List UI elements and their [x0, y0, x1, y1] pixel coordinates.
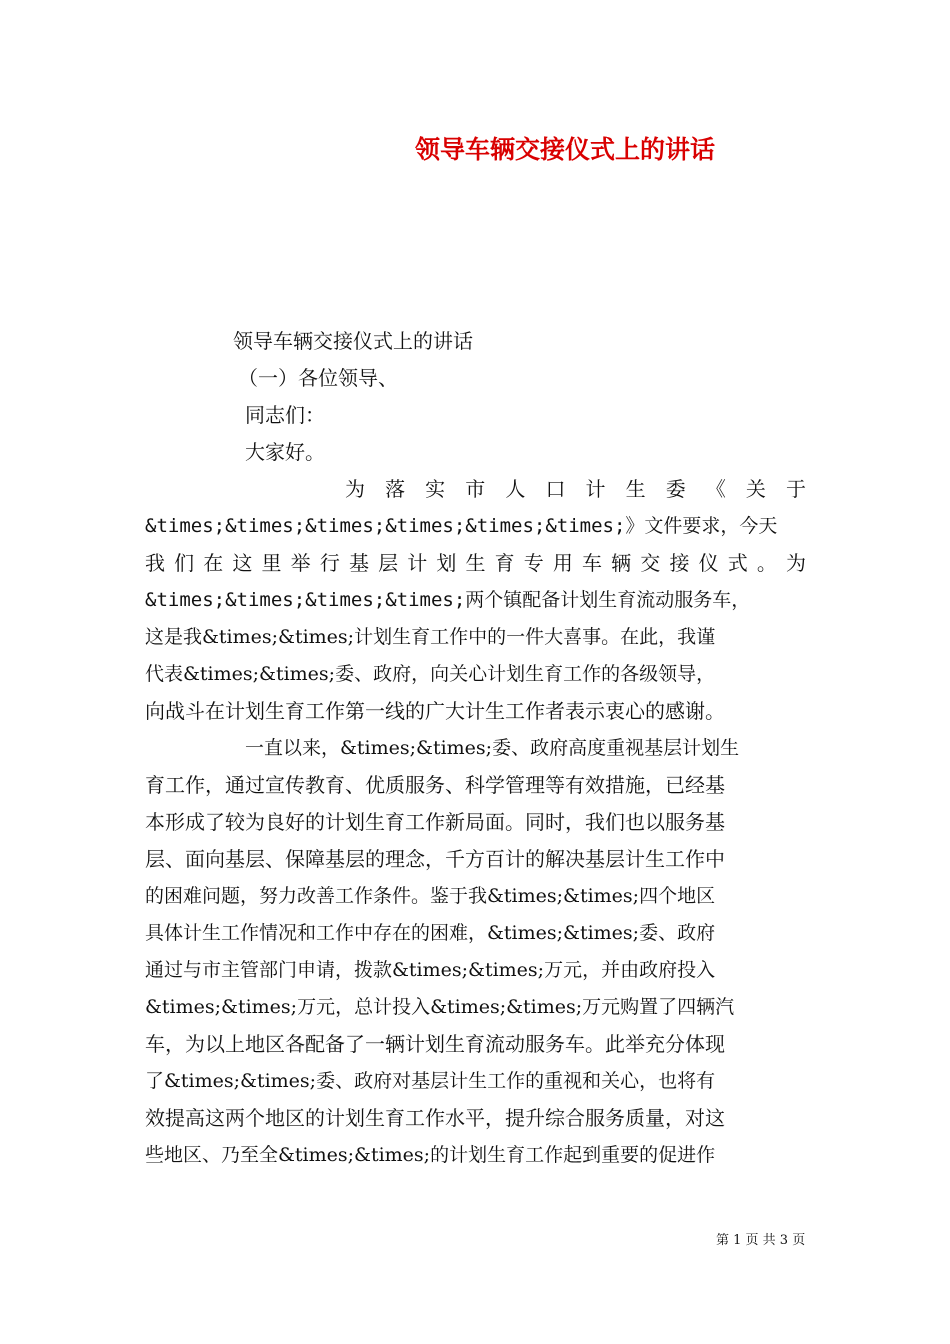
- body-line: 我 们 在 这 里 举 行 基 层 计 划 生 育 专 用 车 辆 交 接 仪 式 。 为: [145, 551, 806, 575]
- document-title: 领导车辆交接仪式上的讲话: [414, 135, 715, 164]
- body-line: 本形成了较为良好的计划生育工作新局面。同时，我们也以服务基: [145, 810, 725, 834]
- body-line: 为 落 实 市 人 口 计 生 委 《 关 于: [345, 477, 806, 501]
- body-line: 层、面向基层、保障基层的理念，千方百计的解决基层计生工作中: [145, 847, 725, 871]
- body-line: 车，为以上地区各配备了一辆计划生育流动服务车。此举充分体现: [145, 1032, 725, 1056]
- heading-line: 领导车辆交接仪式上的讲话: [233, 329, 473, 353]
- body-line: 代表&times;&times;委、政府，向关心计划生育工作的各级领导，: [145, 663, 716, 685]
- body-line: 些地区、乃至全&times;&times;的计划生育工作起到重要的促进作: [145, 1144, 716, 1166]
- body-line: 育工作，通过宣传教育、优质服务、科学管理等有效措施，已经基: [145, 773, 725, 797]
- body-line: 向战斗在计划生育工作第一线的广大计生工作者表示衷心的感谢。: [145, 699, 725, 723]
- body-line: 的困难问题，努力改善工作条件。鉴于我&times;&times;四个地区: [145, 885, 716, 907]
- body-line: &times;&times;&times;&times;&times;&times;》文件要求，今天: [145, 515, 778, 537]
- salutation-line-2: 同志们：: [245, 403, 325, 427]
- salutation-line-1: （一）各位领导、: [238, 366, 398, 390]
- body-line: 一直以来，&times;&times;委、政府高度重视基层计划生: [245, 737, 740, 759]
- body-line: 具体计生工作情况和工作中存在的困难，&times;&times;委、政府: [145, 922, 716, 944]
- body-line: 了&times;&times;委、政府对基层计生工作的重视和关心，也将有: [145, 1070, 716, 1092]
- page-number: 第 1 页 共 3 页: [716, 1233, 806, 1248]
- greeting-line: 大家好。: [245, 440, 325, 464]
- body-line: 效提高这两个地区的计划生育工作水平，提升综合服务质量，对这: [145, 1106, 725, 1130]
- body-line: &times;&times;万元，总计投入&times;&times;万元购置了四辆汽: [145, 996, 735, 1018]
- body-line: 通过与市主管部门申请，拨款&times;&times;万元，并由政府投入: [145, 959, 716, 981]
- body-line: &times;&times;&times;&times;两个镇配备计划生育流动服务车，: [145, 589, 751, 611]
- body-line: 这是我&times;&times;计划生育工作中的一件大喜事。在此，我谨: [145, 626, 716, 648]
